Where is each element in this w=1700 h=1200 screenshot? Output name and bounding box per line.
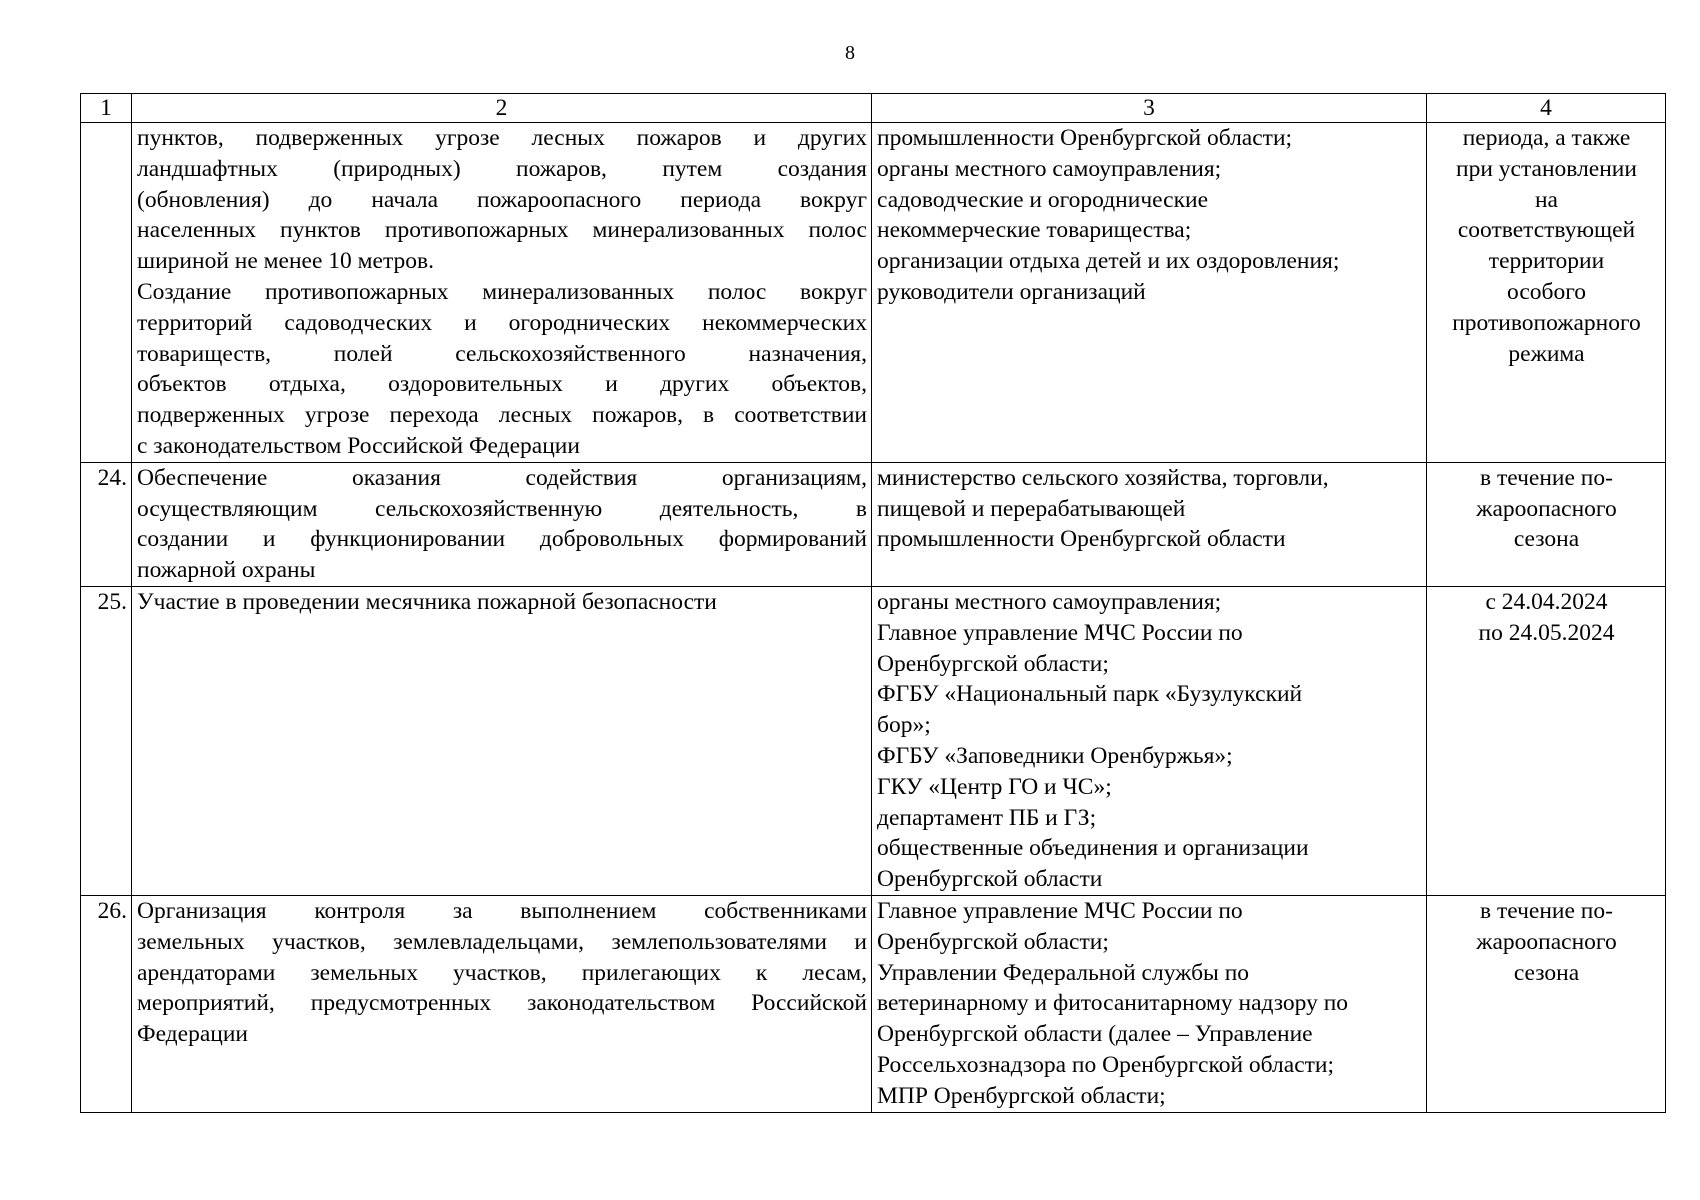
- header-row: [81, 94, 1666, 123]
- responsible-line: Управлении Федеральной службы по: [877, 959, 1250, 986]
- responsible-line: Оренбургской области;: [877, 928, 1109, 955]
- deadline-line: по 24.05.2024: [1478, 619, 1615, 646]
- deadline-line: в течение по-: [1480, 897, 1613, 924]
- deadline-line: жароопасного: [1476, 928, 1617, 955]
- deadline-line: территории: [1488, 248, 1605, 275]
- table-row: [81, 462, 1666, 586]
- description-line: пожарной охраны: [137, 557, 316, 584]
- responsible-line: Россельхознадзора по Оренбургской области;: [877, 1051, 1334, 1078]
- deadline-line: сезона: [1513, 526, 1580, 553]
- responsible-line: органы местного самоуправления;: [877, 588, 1222, 615]
- description-line: Организация контроля за выполнением собственниками: [137, 897, 867, 924]
- deadline-line: особого: [1506, 278, 1587, 305]
- responsible-line: некоммерческие товарищества;: [877, 217, 1192, 244]
- description-line: с законодательством Российской Федерации: [137, 432, 580, 459]
- responsible-line: органы местного самоуправления;: [877, 155, 1222, 182]
- description-line: шириной не менее 10 метров.: [137, 248, 434, 275]
- description-line: объектов отдыха, оздоровительных и других объектов,: [137, 371, 867, 398]
- deadline-line: периода, а также: [1462, 125, 1631, 151]
- deadline: [1427, 586, 1666, 895]
- responsible-line: общественные объединения и организации: [877, 835, 1309, 862]
- description-line: территорий садоводческих и огороднических некоммерческих: [137, 309, 867, 336]
- responsible-parties: [872, 462, 1427, 586]
- description-line: ландшафтных (природных) пожаров, путем создания: [137, 155, 867, 182]
- page-number: 8: [845, 42, 855, 64]
- deadline-line: режима: [1508, 340, 1585, 367]
- description-line: пунктов, подверженных угрозе лесных пожаров и других: [137, 125, 867, 151]
- deadline: [1427, 895, 1666, 1112]
- deadline-line: с 24.04.2024: [1485, 588, 1608, 615]
- description-line: земельных участков, землевладельцами, землепользователями и: [137, 928, 867, 955]
- responsible-line: садоводческие и огороднические: [877, 186, 1209, 213]
- measure-description: [132, 586, 872, 895]
- responsible-line: министерство сельского хозяйства, торговли,: [877, 464, 1329, 491]
- deadline-line: при установлении: [1456, 155, 1637, 182]
- deadline-line: на: [1534, 186, 1558, 213]
- row-number: 25.: [81, 586, 132, 895]
- deadline: [1427, 462, 1666, 586]
- responsible-line: Главное управление МЧС России по: [877, 619, 1243, 646]
- deadline-line: соответствующей: [1457, 217, 1636, 244]
- description-line: населенных пунктов противопожарных минерализованных полос: [137, 217, 867, 244]
- responsible-parties: [872, 123, 1427, 463]
- responsible-line: Оренбургской области;: [877, 650, 1109, 677]
- header-cell-4: 4: [1427, 94, 1666, 123]
- description-line: создании и функционировании добровольных формирований: [137, 526, 867, 553]
- description-line: Участие в проведении месячника пожарной безопасности: [137, 588, 717, 615]
- responsible-line: организации отдыха детей и их оздоровления;: [877, 248, 1340, 275]
- responsible-line: ФГБУ «Национальный парк «Бузулукский: [877, 681, 1303, 708]
- responsible-line: ветеринарному и фитосанитарному надзору по: [877, 990, 1349, 1017]
- responsible-line: департамент ПБ и ГЗ;: [877, 804, 1097, 831]
- description-line: арендаторами земельных участков, прилегающих к лесам,: [137, 959, 867, 986]
- description-line: Обеспечение оказания содействия организациям,: [137, 464, 867, 491]
- responsible-parties: [872, 895, 1427, 1112]
- description-line: Создание противопожарных минерализованных полос вокруг: [137, 278, 867, 305]
- responsible-line: пищевой и перерабатывающей: [877, 495, 1186, 522]
- responsible-line: руководители организаций: [877, 278, 1146, 305]
- responsible-line: ГКУ «Центр ГО и ЧС»;: [877, 773, 1112, 800]
- table-row: [81, 586, 1666, 895]
- responsible-line: промышленности Оренбургской области;: [877, 125, 1293, 151]
- measures-table: [80, 93, 1666, 1113]
- deadline: [1427, 123, 1666, 463]
- deadline-line: жароопасного: [1476, 495, 1617, 522]
- responsible-parties: [872, 586, 1427, 895]
- row-number: 26.: [81, 895, 132, 1112]
- header-cell-1: 1: [81, 94, 132, 123]
- responsible-line: промышленности Оренбургской области: [877, 526, 1286, 553]
- description-line: мероприятий, предусмотренных законодательством Российской: [137, 990, 867, 1017]
- deadline-line: сезона: [1513, 959, 1580, 986]
- responsible-line: Главное управление МЧС России по: [877, 897, 1243, 924]
- description-line: Федерации: [137, 1021, 248, 1048]
- responsible-line: МПР Оренбургской области;: [877, 1082, 1166, 1109]
- responsible-line: Оренбургской области: [877, 866, 1103, 893]
- responsible-line: бор»;: [877, 712, 931, 739]
- description-line: товариществ, полей сельскохозяйственного назначения,: [137, 340, 867, 367]
- measure-description: [132, 123, 872, 463]
- measure-description: [132, 462, 872, 586]
- table-row: [81, 895, 1666, 1112]
- deadline-line: противопожарного: [1452, 309, 1641, 336]
- header-cell-3: 3: [872, 94, 1427, 123]
- description-line: подверженных угрозе перехода лесных пожаров, в соответствии: [137, 402, 867, 429]
- measure-description: [132, 895, 872, 1112]
- row-number: 24.: [81, 462, 132, 586]
- description-line: осуществляющим сельскохозяйственную деятельность, в: [137, 495, 867, 522]
- description-line: (обновления) до начала пожароопасного периода вокруг: [137, 186, 867, 213]
- table-row: [81, 123, 1666, 463]
- responsible-line: ФГБУ «Заповедники Оренбуржья»;: [877, 742, 1233, 769]
- deadline-line: в течение по-: [1480, 464, 1613, 491]
- header-cell-2: 2: [132, 94, 872, 123]
- row-number: [81, 123, 132, 463]
- responsible-line: Оренбургской области (далее – Управление: [877, 1021, 1313, 1048]
